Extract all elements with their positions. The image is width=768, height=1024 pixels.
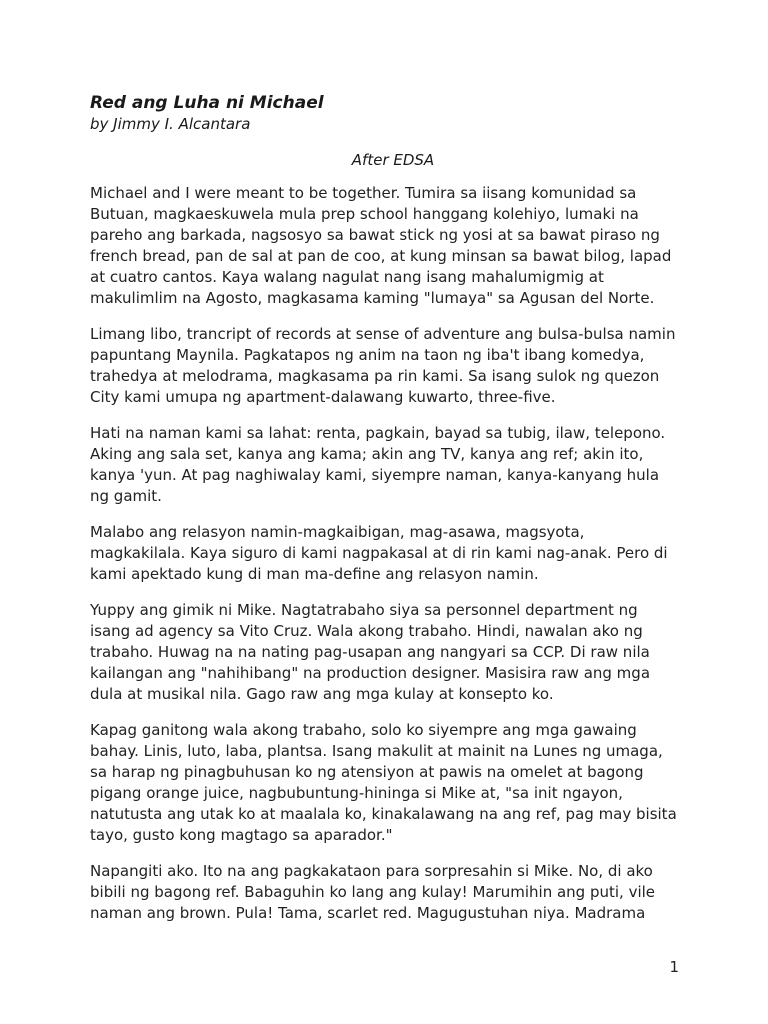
paragraph: Hati na naman kami sa lahat: renta, pagkain, bayad sa tubig, ilaw, telepono. Aking ang sala set, kanya ang kama; akin ang TV, kanya ang ref; akin ito, kanya 'yun. At pag naghiwalay kami, siyempre naman, kanya-kanyang hula ng gamit.: [90, 424, 666, 505]
paragraph: Malabo ang relasyon namin-magkaibigan, mag-asawa, magsyota, magkakilala. Kaya siguro di kami nagpakasal at di rin kami nag-anak. Pero di kami apektado kung di man ma-define ang relasyon namin.: [90, 523, 668, 583]
page-number: 1: [669, 958, 679, 976]
author-byline: by Jimmy I. Alcantara: [90, 115, 251, 133]
document-title: Red ang Luha ni Michael: [90, 93, 324, 113]
paragraph: Michael and I were meant to be together. Tumira sa iisang komunidad sa Butuan, magkaeskuwela mula prep school hanggang kolehiyo, lumaki na pareho ang barkada, nagsosyo sa bawat stick ng yosi at sa bawat piraso ng french bread, pan de sal at pan de coo, at kung minsan sa bawat bilog, lapad at cuatro cantos. Kaya walang nagulat nang isang mahalumigmig at makulimlim na Agosto, magkasama kaming "lumaya" sa Agusan del Norte.: [90, 184, 672, 307]
document-content: [90, 92, 682, 939]
paragraph: Yuppy ang gimik ni Mike. Nagtatrabaho siya sa personnel department ng isang ad agency sa Vito Cruz. Wala akong trabaho. Hindi, nawalan ako ng trabaho. Huwag na na nating pag-usapan ang nangyari sa CCP. Di raw nila kailangan ang "nahihibang" na production designer. Masisira raw ang mga dula at musikal nila. Gago raw ang mga kulay at konsepto ko.: [90, 601, 651, 703]
section-heading: After EDSA: [351, 151, 435, 169]
paragraph: Limang libo, trancript of records at sense of adventure ang bulsa-bulsa namin papuntang Maynila. Pagkatapos ng anim na taon ng iba't ibang komedya, trahedya at melodrama, magkasama pa rin kami. Sa isang sulok ng quezon City kami umupa ng apartment-dalawang kuwarto, three-five.: [90, 325, 676, 406]
paragraph: Napangiti ako. Ito na ang pagkakataon para sorpresahin si Mike. No, di ako bibili ng bagong ref. Babaguhin ko lang ang kulay! Marumihin ang puti, vile naman ang brown. Pula! Tama, scarlet red. Magugustuhan niya. Madrama: [90, 862, 656, 922]
paragraph: Kapag ganitong wala akong trabaho, solo ko siyempre ang mga gawaing bahay. Linis, luto, laba, plantsa. Isang makulit at mainit na Lunes ng umaga, sa harap ng pinagbuhusan ko ng atensiyon at pawis na omelet at bagong pigang orange juice, nagbubuntung-hininga si Mike at, "sa init ngayon, natutusta ang utak ko at maalala ko, kinakalawang na ang ref, pag may bisita tayo, gusto kong magtago sa aparador.": [90, 721, 677, 844]
body-text: [90, 183, 682, 924]
